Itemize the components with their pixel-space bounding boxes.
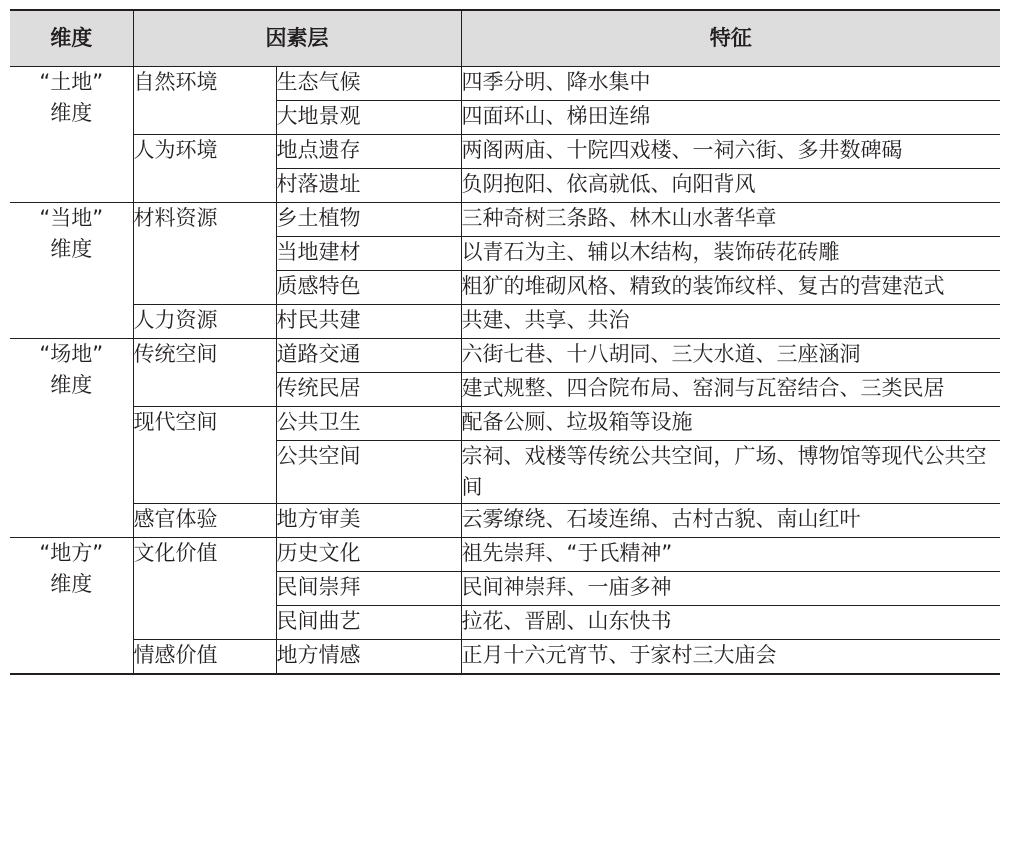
table-row [10, 640, 1000, 675]
feature-cell: 六街七巷、十八胡同、三大水道、三座涵洞 [461, 339, 1000, 373]
table-row [10, 305, 1000, 339]
factor-level2-cell: 民间曲艺 [276, 606, 461, 640]
dimension-cell: “土地” 维度 [10, 67, 133, 203]
table-row [10, 135, 1000, 169]
table-header-row [10, 10, 1000, 67]
factor-level2-cell: 地方情感 [276, 640, 461, 675]
factor-level1-cell: 传统空间 [133, 339, 276, 407]
feature-cell: 祖先崇拜、“于氏精神” [461, 538, 1000, 572]
feature-cell: 正月十六元宵节、于家村三大庙会 [461, 640, 1000, 675]
feature-cell: 宗祠、戏楼等传统公共空间，广场、博物馆等现代公共空间 [461, 441, 1000, 504]
factor-level2-cell: 历史文化 [276, 538, 461, 572]
table-row [10, 67, 1000, 101]
factor-level2-cell: 公共空间 [276, 441, 461, 504]
factor-level2-cell: 地方审美 [276, 504, 461, 538]
factor-level2-cell: 村落遗址 [276, 169, 461, 203]
feature-cell: 三种奇树三条路、林木山水著华章 [461, 203, 1000, 237]
feature-cell: 拉花、晋剧、山东快书 [461, 606, 1000, 640]
header-feature: 特征 [461, 10, 1000, 67]
feature-cell: 共建、共享、共治 [461, 305, 1000, 339]
factor-table [10, 9, 1000, 675]
table-row [10, 407, 1000, 441]
factor-level2-cell: 生态气候 [276, 67, 461, 101]
factor-level2-cell: 村民共建 [276, 305, 461, 339]
factor-level2-cell: 地点遗存 [276, 135, 461, 169]
factor-level2-cell: 道路交通 [276, 339, 461, 373]
dimension-cell: “地方” 维度 [10, 538, 133, 675]
table-row [10, 538, 1000, 572]
feature-cell: 粗犷的堆砌风格、精致的装饰纹样、复古的营建范式 [461, 271, 1000, 305]
feature-cell: 两阁两庙、十院四戏楼、一祠六街、多井数碑碣 [461, 135, 1000, 169]
factor-level2-cell: 质感特色 [276, 271, 461, 305]
header-dimension: 维度 [10, 10, 133, 67]
feature-cell: 云雾缭绕、石堎连绵、古村古貌、南山红叶 [461, 504, 1000, 538]
factor-level1-cell: 感官体验 [133, 504, 276, 538]
factor-level1-cell: 人力资源 [133, 305, 276, 339]
feature-cell: 配备公厕、垃圾箱等设施 [461, 407, 1000, 441]
table-row [10, 339, 1000, 373]
factor-level1-cell: 自然环境 [133, 67, 276, 135]
feature-cell: 四季分明、降水集中 [461, 67, 1000, 101]
table-row [10, 203, 1000, 237]
factor-level1-cell: 人为环境 [133, 135, 276, 203]
factor-level1-cell: 现代空间 [133, 407, 276, 504]
header-factor: 因素层 [133, 10, 461, 67]
table-body [10, 67, 1000, 675]
factor-level2-cell: 当地建材 [276, 237, 461, 271]
factor-level1-cell: 材料资源 [133, 203, 276, 305]
feature-cell: 四面环山、梯田连绵 [461, 101, 1000, 135]
factor-level2-cell: 民间崇拜 [276, 572, 461, 606]
factor-level2-cell: 公共卫生 [276, 407, 461, 441]
feature-cell: 民间神崇拜、一庙多神 [461, 572, 1000, 606]
factor-level1-cell: 文化价值 [133, 538, 276, 640]
factor-level1-cell: 情感价值 [133, 640, 276, 675]
feature-cell: 建式规整、四合院布局、窑洞与瓦窑结合、三类民居 [461, 373, 1000, 407]
factor-level2-cell: 大地景观 [276, 101, 461, 135]
dimension-cell: “场地” 维度 [10, 339, 133, 538]
feature-cell: 负阴抱阳、依高就低、向阳背风 [461, 169, 1000, 203]
factor-level2-cell: 传统民居 [276, 373, 461, 407]
table-row [10, 504, 1000, 538]
factor-level2-cell: 乡土植物 [276, 203, 461, 237]
feature-cell: 以青石为主、辅以木结构，装饰砖花砖雕 [461, 237, 1000, 271]
dimension-cell: “当地” 维度 [10, 203, 133, 339]
